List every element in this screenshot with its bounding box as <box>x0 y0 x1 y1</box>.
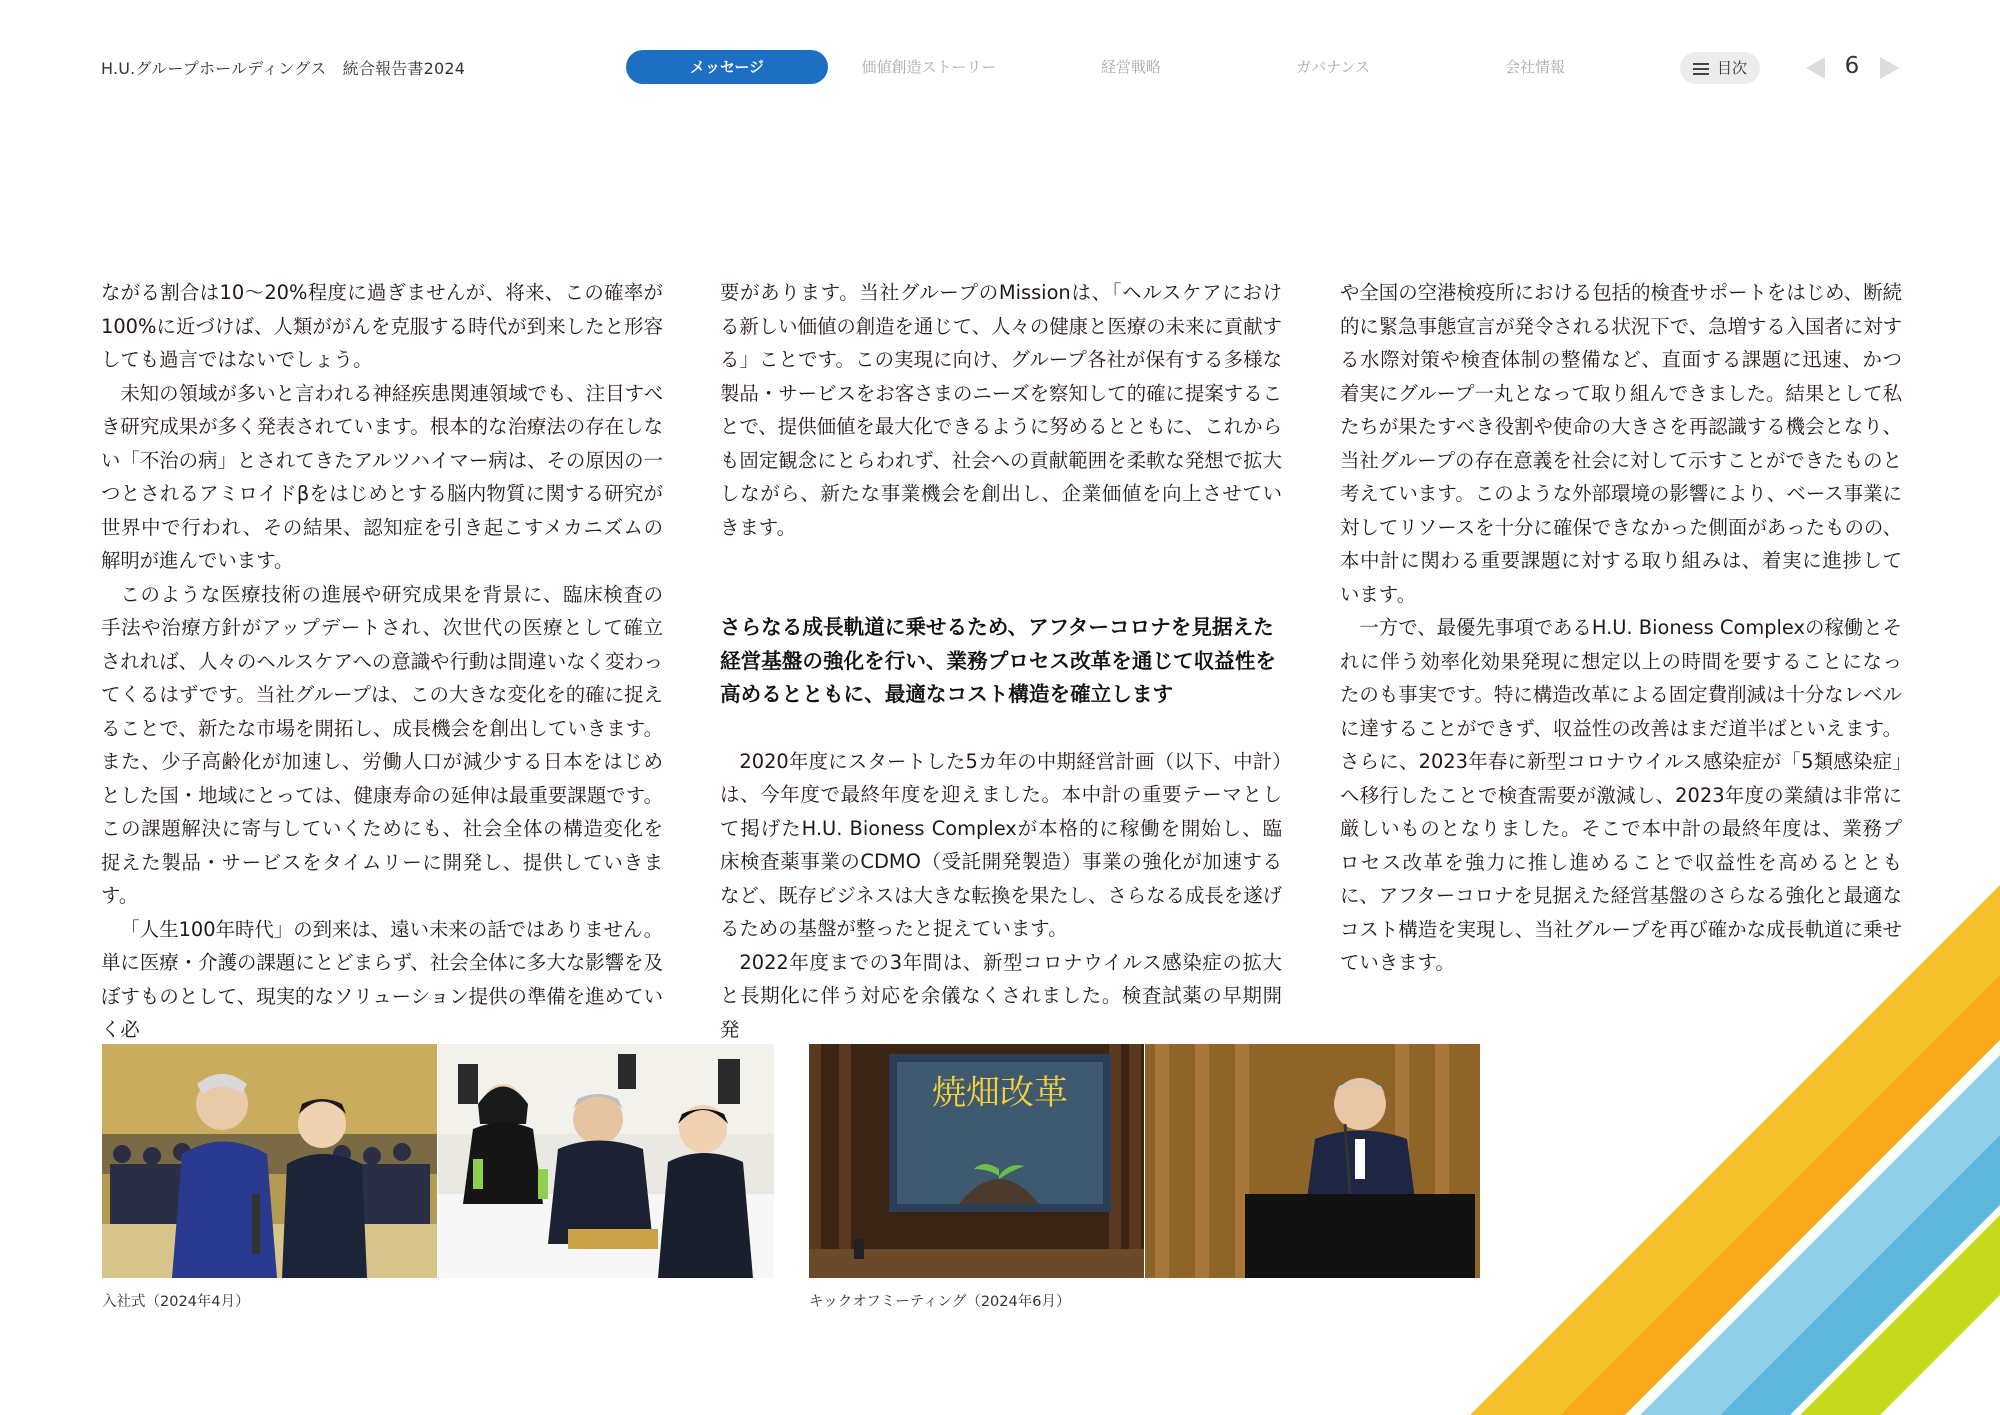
paragraph: や全国の空港検疫所における包括的検査サポートをはじめ、断続的に緊急事態宣言が発令される状況下で、急増する入国者に対する水際対策や検査体制の整備など、直面する課題に迅速、かつ着実にグループ一丸となって取り組んできました。結果として私たちが果たすべき役割や使命の大きさを再認識する機会となり、当社グループの存在意義を社会に対して示すことができたものと考えています。このような外部環境の影響により、ベース事業に対してリソースを十分に確保できなかった側面があったものの、本中計に関わる重要課題に対する取り組みは、着実に進捗しています。 <box>1340 281 1902 606</box>
page-number: 6 <box>1844 53 1860 79</box>
tab-management-strategy[interactable]: 経営戦略 <box>1100 58 1161 76</box>
paragraph: 2020年度にスタートした5カ年の中期経営計画（以下、中計）は、今年度で最終年度を迎えました。本中計の重要テーマとして掲げたH.U. Bioness Complexが本格的に稼働を開始し、臨床検査薬事業のCDMO（受託開発製造）事業の強化が加速するなど、既存ビジネスは大きな転換を果たし、さらなる成長を遂げるための基盤が整ったと捉えています。 <box>720 749 1282 940</box>
paragraph: 2022年度までの3年間は、新型コロナウイルス感染症の拡大と長期化に伴う対応を余儀なくされました。検査試薬の早期開発 <box>720 950 1282 1041</box>
document-title: H.U.グループホールディングス 統合報告書2024 <box>101 59 466 78</box>
toc-label: 目次 <box>1716 59 1747 77</box>
screen-slide-text: 焼畑改革 <box>932 1073 1068 1113</box>
paragraph: 「人生100年時代」の到来は、遠い未来の話ではありません。単に医療・介護の課題にとどまらず、社会全体に多大な影響を及ぼすものとして、現実的なソリューション提供の準備を進めていく必 <box>101 917 663 1041</box>
paragraph: 一方で、最優先事項であるH.U. Bioness Complexの稼働とそれに伴う効率化効果発現に想定以上の時間を要することになったのも事実です。特に構造改革による固定費削減は十分なレベルに達することができず、収益性の改善はまだ道半ばといえます。さらに、2023年春に新型コロナウイルス感染症が「5類感染症」へ移行したことで検査需要が激減し、2023年度の業績は非常に厳しいものとなりました。そこで本中計の最終年度は、業務プロセス改革を強力に推し進めることで収益性を高めるとともに、アフターコロナを見据えた経営基盤のさらなる強化と最適なコスト構造を実現し、当社グループを再び確かな成長軌道に乗せていきます。 <box>1340 616 1902 974</box>
paragraph: 未知の領域が多いと言われる神経疾患関連領域でも、注目すべき研究成果が多く発表されています。根本的な治療法の存在しない「不治の病」とされてきたアルツハイマー病は、その原因の一つとされるアミロイドβをはじめとする脳内物質に関する研究が世界中で行われ、その結果、認知症を引き起こすメカニズムの解明が進んでいます。 <box>101 381 663 572</box>
tab-governance[interactable]: ガバナンス <box>1296 58 1370 76</box>
paragraph: ながる割合は10～20%程度に過ぎませんが、将来、この確率が100%に近づけば、人類ががんを克服する時代が到来したと形容しても過言ではないでしょう。 <box>101 281 663 371</box>
paragraph: 要があります。当社グループのMissionは、「ヘルスケアにおける新しい価値の創造を通じて、人々の健康と医療の未来に貢献する」ことです。この実現に向け、グループ各社が保有する多様な製品・サービスをお客さまのニーズを察知して的確に提案することで、提供価値を最大化できるように努めるとともに、これからも固定観念にとらわれず、社会への貢献範囲を柔軟な発想で拡大しながら、新たな事業機会を創出し、企業価値を向上させていきます。 <box>720 281 1282 539</box>
photo-caption-2: キックオフミーティング（2024年6月） <box>809 1294 1071 1310</box>
tab-company-info[interactable]: 会社情報 <box>1504 58 1565 76</box>
tab-value-creation-story[interactable]: 価値創造ストーリー <box>861 58 997 76</box>
section-heading: さらなる成長軌道に乗せるため、アフターコロナを見据えた経営基盤の強化を行い、業務プロセス改革を通じて収益性を高めるとともに、最適なコスト構造を確立します <box>720 615 1277 706</box>
photo-caption-1: 入社式（2024年4月） <box>102 1294 250 1310</box>
paragraph: このような医療技術の進展や研究成果を背景に、臨床検査の手法や治療方針がアップデートされ、次世代の医療として確立されれば、人々のヘルスケアへの意識や行動は間違いなく変わってくるはずです。当社グループは、この大きな変化を的確に捉えることで、新たな市場を開拓し、成長機会を創出していきます。また、少子高齢化が加速し、労働人口が減少する日本をはじめとした国・地域にとっては、健康寿命の延伸は最重要課題です。この課題解決に寄与していくためにも、社会全体の構造変化を捉えた製品・サービスをタイムリーに開発し、提供していきます。 <box>101 582 663 907</box>
tab-message[interactable]: メッセージ <box>626 50 828 84</box>
